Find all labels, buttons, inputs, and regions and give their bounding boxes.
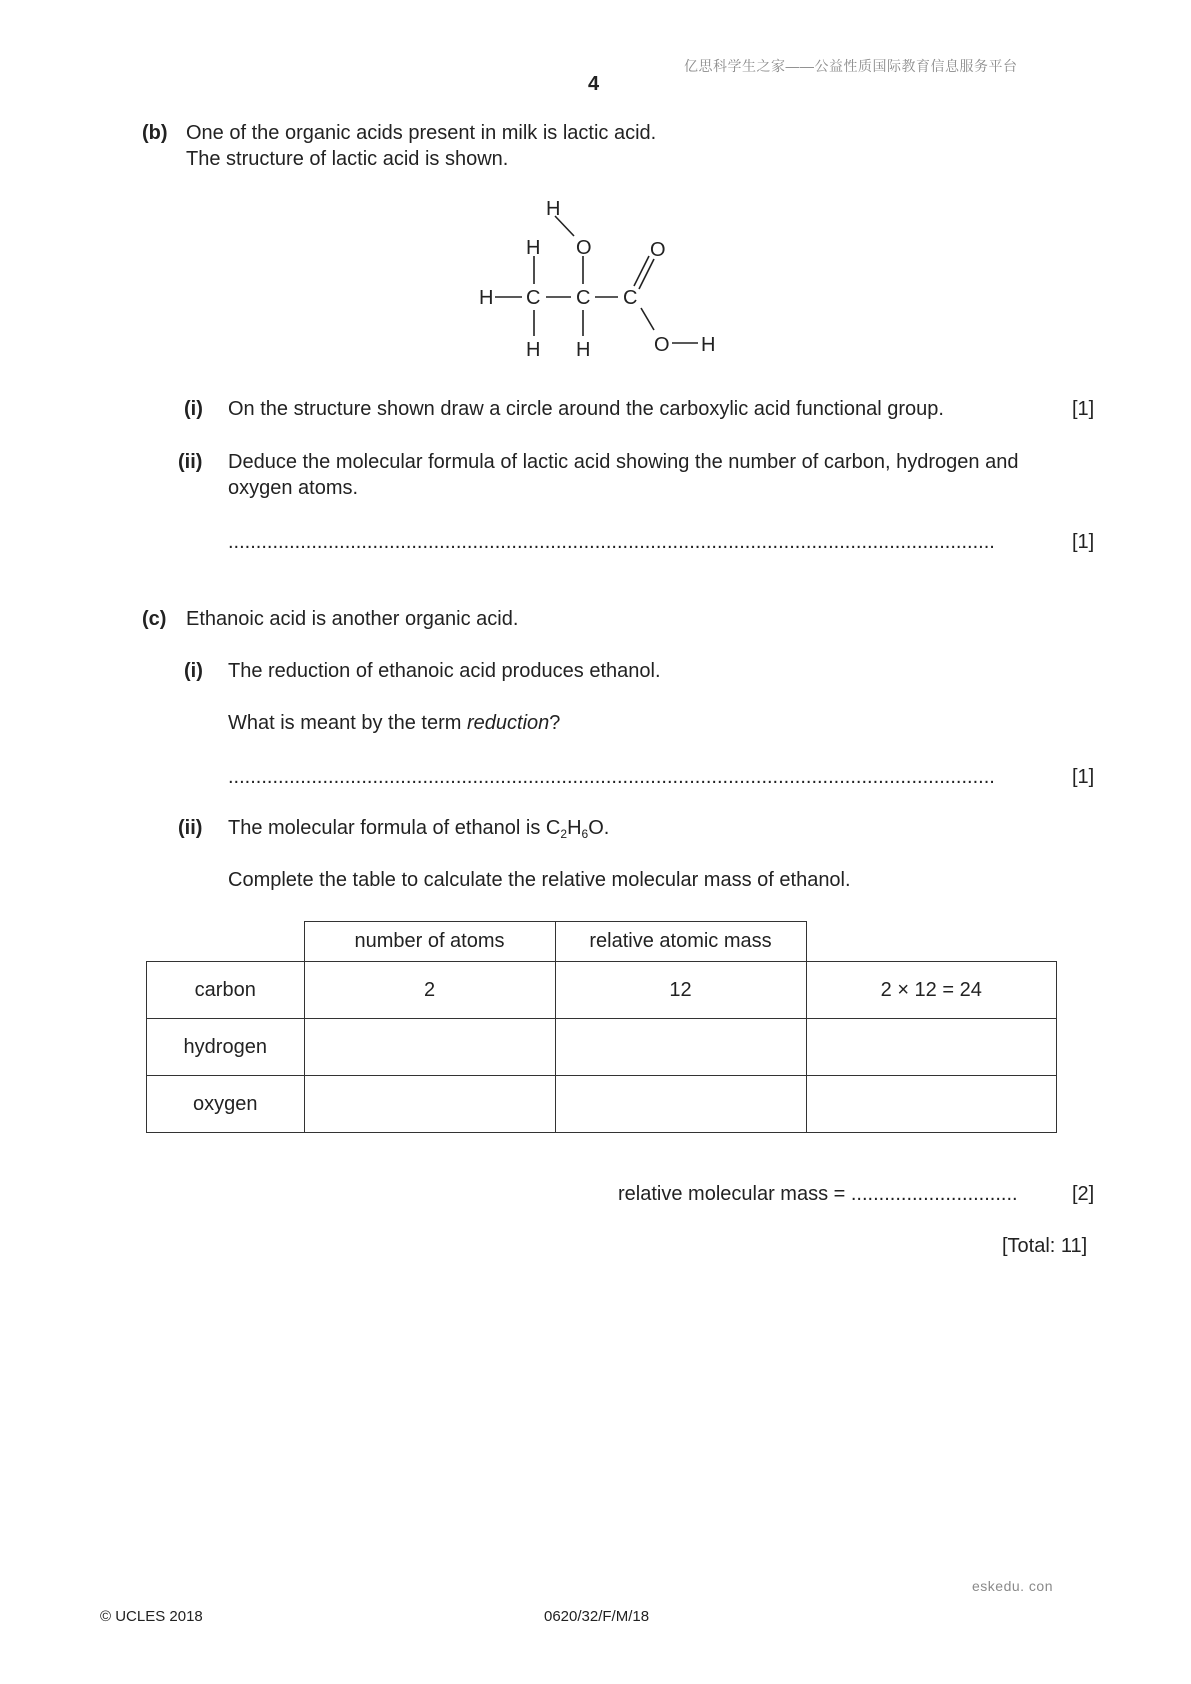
table-cell-mass-input[interactable] xyxy=(555,1076,806,1133)
table-cell-calc: 2 × 12 = 24 xyxy=(806,962,1057,1019)
part-c-label: (c) xyxy=(142,608,167,630)
part-c-i-question-post: ? xyxy=(549,712,561,734)
atom-o-hydroxyl: O xyxy=(576,237,592,259)
footer-copyright: © UCLES 2018 xyxy=(100,1608,203,1625)
part-c-i-question-pre: What is meant by the term xyxy=(228,712,467,734)
rmm-table xyxy=(146,921,1057,1133)
table-corner-cell xyxy=(147,922,305,962)
part-c-i-label: (i) xyxy=(184,660,203,682)
table-cell-atoms-input[interactable] xyxy=(304,1076,555,1133)
part-b-ii-mark: [1] xyxy=(1072,531,1095,553)
part-b-i-label: (i) xyxy=(184,398,203,420)
part-c-i-mark: [1] xyxy=(1072,766,1095,788)
table-header-blank xyxy=(806,922,1057,962)
formula-sub-carbon: 2 xyxy=(560,827,568,841)
table-row xyxy=(147,1019,1057,1076)
table-cell-atoms: 2 xyxy=(304,962,555,1019)
part-b-ii-label: (ii) xyxy=(178,451,203,473)
table-cell-calc-input[interactable] xyxy=(806,1019,1057,1076)
part-c-intro: Ethanoic acid is another organic acid. xyxy=(186,608,519,630)
table-cell-atoms-input[interactable] xyxy=(304,1019,555,1076)
part-c-i-question-term: reduction xyxy=(466,712,550,734)
part-c-ii-mark: [2] xyxy=(1072,1183,1095,1205)
table-header-mass: relative atomic mass xyxy=(555,922,806,962)
part-c-i-answer-line[interactable]: .......................................................................................................................................... xyxy=(228,766,995,788)
atom-c3: C xyxy=(623,287,638,309)
structure-bonds xyxy=(495,216,698,343)
atom-h-c1-top: H xyxy=(526,237,541,259)
lactic-acid-structure[interactable] xyxy=(460,190,740,365)
part-b-i-text: On the structure shown draw a circle around the carboxylic acid functional group. xyxy=(228,398,944,420)
part-b-ii-line2: oxygen atoms. xyxy=(228,477,359,499)
table-cell-calc-input[interactable] xyxy=(806,1076,1057,1133)
part-b-ii-line1: Deduce the molecular formula of lactic acid showing the number of carbon, hydrogen and xyxy=(228,451,1019,473)
formula-sub-hydrogen: 6 xyxy=(581,827,589,841)
rmm-table-header-row xyxy=(147,922,1057,962)
part-c-ii-instruction: Complete the table to calculate the relative molecular mass of ethanol. xyxy=(228,869,851,891)
part-c-i-line1: The reduction of ethanoic acid produces ethanol. xyxy=(228,660,661,682)
atom-h-c1-bottom: H xyxy=(526,339,541,361)
table-cell-mass: 12 xyxy=(555,962,806,1019)
part-b-label: (b) xyxy=(142,122,168,144)
total-marks: [Total: 11] xyxy=(1002,1235,1088,1257)
table-cell-element: oxygen xyxy=(147,1076,305,1133)
formula-pre: The molecular formula of ethanol is C xyxy=(228,817,561,839)
atom-c1: C xyxy=(526,287,541,309)
atom-h-c2-bottom: H xyxy=(576,339,591,361)
part-b-ii-answer-line[interactable]: .......................................................................................................................................... xyxy=(228,531,995,553)
part-c-ii-label: (ii) xyxy=(178,817,203,839)
formula-hydrogen: H xyxy=(567,817,582,839)
table-cell-element: carbon xyxy=(147,962,305,1019)
atom-h-hydroxyl: H xyxy=(546,198,561,220)
rmm-answer-line[interactable]: .............................. xyxy=(850,1183,1018,1205)
footer-watermark: eskedu. con xyxy=(972,1578,1053,1594)
rmm-answer xyxy=(618,1182,1018,1206)
atom-o-acid: O xyxy=(654,334,670,356)
atom-o-carbonyl: O xyxy=(650,239,666,261)
part-c-i-question xyxy=(228,711,560,735)
table-row xyxy=(147,1076,1057,1133)
header-watermark: 亿思科学生之家——公益性质国际教育信息服务平台 xyxy=(684,58,1018,74)
page-number: 4 xyxy=(588,73,600,95)
part-b-intro-line1: One of the organic acids present in milk is lactic acid. xyxy=(186,122,657,144)
atom-h-left: H xyxy=(479,287,494,309)
footer-paper-code: 0620/32/F/M/18 xyxy=(544,1608,650,1625)
part-c-ii-formula xyxy=(228,816,609,840)
atom-h-acid: H xyxy=(701,334,716,356)
part-b-intro-line2: The structure of lactic acid is shown. xyxy=(186,148,509,170)
table-cell-mass-input[interactable] xyxy=(555,1019,806,1076)
formula-post: O. xyxy=(588,817,610,839)
table-header-atoms: number of atoms xyxy=(304,922,555,962)
rmm-label: relative molecular mass = xyxy=(618,1183,851,1205)
table-cell-element: hydrogen xyxy=(147,1019,305,1076)
atom-c2: C xyxy=(576,287,591,309)
table-row xyxy=(147,962,1057,1019)
part-b-i-mark: [1] xyxy=(1072,398,1095,420)
